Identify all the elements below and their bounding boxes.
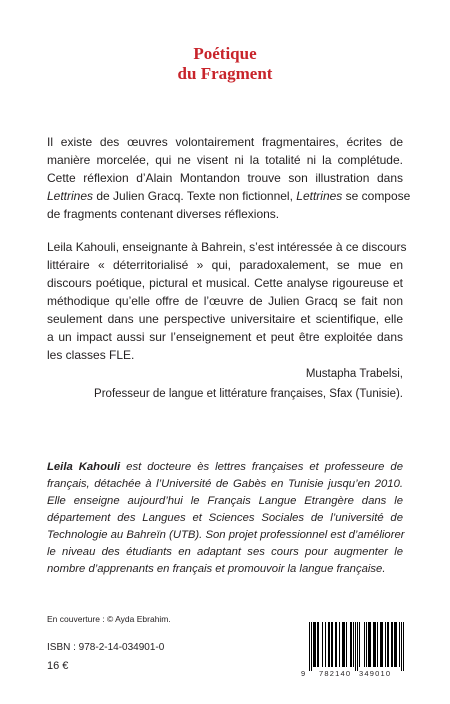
barcode-bar	[395, 622, 396, 667]
barcode-bar	[380, 622, 381, 667]
barcode-bar	[318, 622, 319, 667]
barcode-graphic	[299, 620, 407, 678]
summary-line: littéraire « déterritorialisé » qui, paradoxalement, se mue en	[47, 258, 403, 272]
barcode-bar	[373, 622, 374, 667]
isbn: ISBN : 978-2-14-034901-0	[47, 642, 165, 653]
bio-line: Technologie au Bahreïn (UTB). Son projet professionnel est d’améliorer	[47, 529, 405, 541]
bio-text: est docteure ès lettres françaises et professeure de	[120, 461, 403, 473]
barcode-bar	[382, 622, 383, 667]
barcode-bar	[336, 622, 337, 667]
bio-line	[47, 459, 403, 476]
summary-text: se compose	[342, 189, 411, 203]
barcode-bar	[343, 622, 344, 667]
summary-text: de Julien Gracq. Texte non fictionnel,	[93, 189, 297, 203]
barcode-bar	[357, 622, 358, 671]
work-title: Lettrines	[47, 189, 94, 203]
barcode-bar	[332, 622, 333, 667]
price: 16 €	[47, 660, 69, 672]
work-title: Lettrines	[296, 189, 343, 203]
barcode-bar	[351, 622, 352, 667]
barcode-bar	[377, 622, 378, 667]
bio-line: Elle enseigne aujourd’hui le Français Langue Etrangère dans le	[47, 495, 403, 507]
summary-paragraph-1	[47, 133, 411, 223]
bio-line: nombre d’apprenants en français et promouvoir la langue française.	[47, 563, 386, 575]
barcode-bar	[387, 622, 388, 667]
barcode-digits-left: 782140	[319, 669, 352, 678]
bio-line: le niveau des étudiants en adaptant ses cours pour augmenter le	[47, 546, 403, 558]
summary-line: a un impact aussi sur l’enseignement et peut être exploitée dans	[47, 330, 403, 344]
barcode-bar	[399, 622, 400, 667]
barcode-bar	[403, 622, 404, 671]
barcode-bar	[381, 622, 382, 667]
summary-line: Leila Kahouli, enseignante à Bahrein, s’est intéressée à ce discours	[47, 240, 407, 254]
summary-line: manière morcelée, qui ne visent ni la totalité ni la complétude.	[47, 153, 403, 167]
barcode-bar	[311, 622, 312, 671]
barcode-bar	[322, 622, 323, 667]
barcode-bar	[335, 622, 336, 667]
barcode	[299, 620, 407, 678]
summary-line: méthodique qu’elle offre de l’œuvre de Julien Gracq se fait non	[47, 294, 403, 308]
summary-line: Cette réflexion d’Alain Montandon trouve son illustration dans	[47, 171, 403, 185]
barcode-bar	[394, 622, 395, 667]
barcode-bar	[388, 622, 389, 667]
summary-line: les classes FLE.	[47, 348, 135, 362]
author-name: Leila Kahouli	[47, 461, 121, 473]
summary-line-with-title	[47, 187, 411, 205]
barcode-bar	[329, 622, 330, 667]
barcode-bar	[370, 622, 371, 667]
barcode-bar	[313, 622, 314, 667]
barcode-digits-right: 349010	[359, 669, 392, 678]
barcode-bar	[339, 622, 340, 667]
book-title	[0, 44, 450, 84]
barcode-bar	[364, 622, 365, 667]
barcode-bar	[350, 622, 351, 667]
summary-line: seulement dans une perspective universitaire et scientifique, elle	[47, 312, 403, 326]
barcode-bar	[314, 622, 315, 667]
barcode-bar	[317, 622, 318, 667]
barcode-bar	[392, 622, 393, 667]
summary-line: discours poétique, pictural et musical. Cette analyse rigoureuse et	[47, 276, 403, 290]
book-title-line-2: du Fragment	[177, 64, 273, 83]
bio-line: français, détachée à l’Université de Gabès en Tunisie jusqu’en 2010.	[47, 478, 403, 490]
barcode-bar	[325, 622, 326, 667]
signature-name: Mustapha Trabelsi,	[305, 368, 403, 380]
barcode-bar	[353, 622, 354, 667]
barcode-bar	[368, 622, 369, 667]
barcode-bar	[328, 622, 329, 667]
barcode-bar	[342, 622, 343, 667]
barcode-bar	[375, 622, 376, 667]
barcode-digit-first: 9	[301, 669, 306, 678]
barcode-bar	[309, 622, 310, 671]
barcode-bar	[344, 622, 345, 667]
barcode-bar	[346, 622, 347, 667]
signature-role: Professeur de langue et littérature françaises, Sfax (Tunisie).	[94, 388, 403, 400]
cover-credit: En couverture : © Ayda Ebrahim.	[47, 614, 171, 624]
barcode-bar	[374, 622, 375, 667]
book-title-line-1: Poétique	[193, 44, 257, 63]
barcode-bar	[385, 622, 386, 667]
barcode-bar	[331, 622, 332, 667]
summary-line: de fragments contenant diverses réflexions.	[47, 207, 280, 221]
barcode-bar	[401, 622, 402, 671]
summary-paragraph-2	[47, 238, 407, 364]
author-bio	[47, 459, 403, 578]
barcode-bar	[369, 622, 370, 667]
barcode-bar	[391, 622, 392, 667]
barcode-bar	[315, 622, 316, 667]
barcode-bar	[355, 622, 356, 671]
barcode-bar	[366, 622, 367, 667]
barcode-bar	[359, 622, 360, 667]
bio-line: département des Langues et Sciences Sociales de l’université de	[47, 512, 403, 524]
summary-line: Il existe des œuvres volontairement fragmentaires, écrites de	[47, 135, 403, 149]
barcode-bar	[396, 622, 397, 667]
